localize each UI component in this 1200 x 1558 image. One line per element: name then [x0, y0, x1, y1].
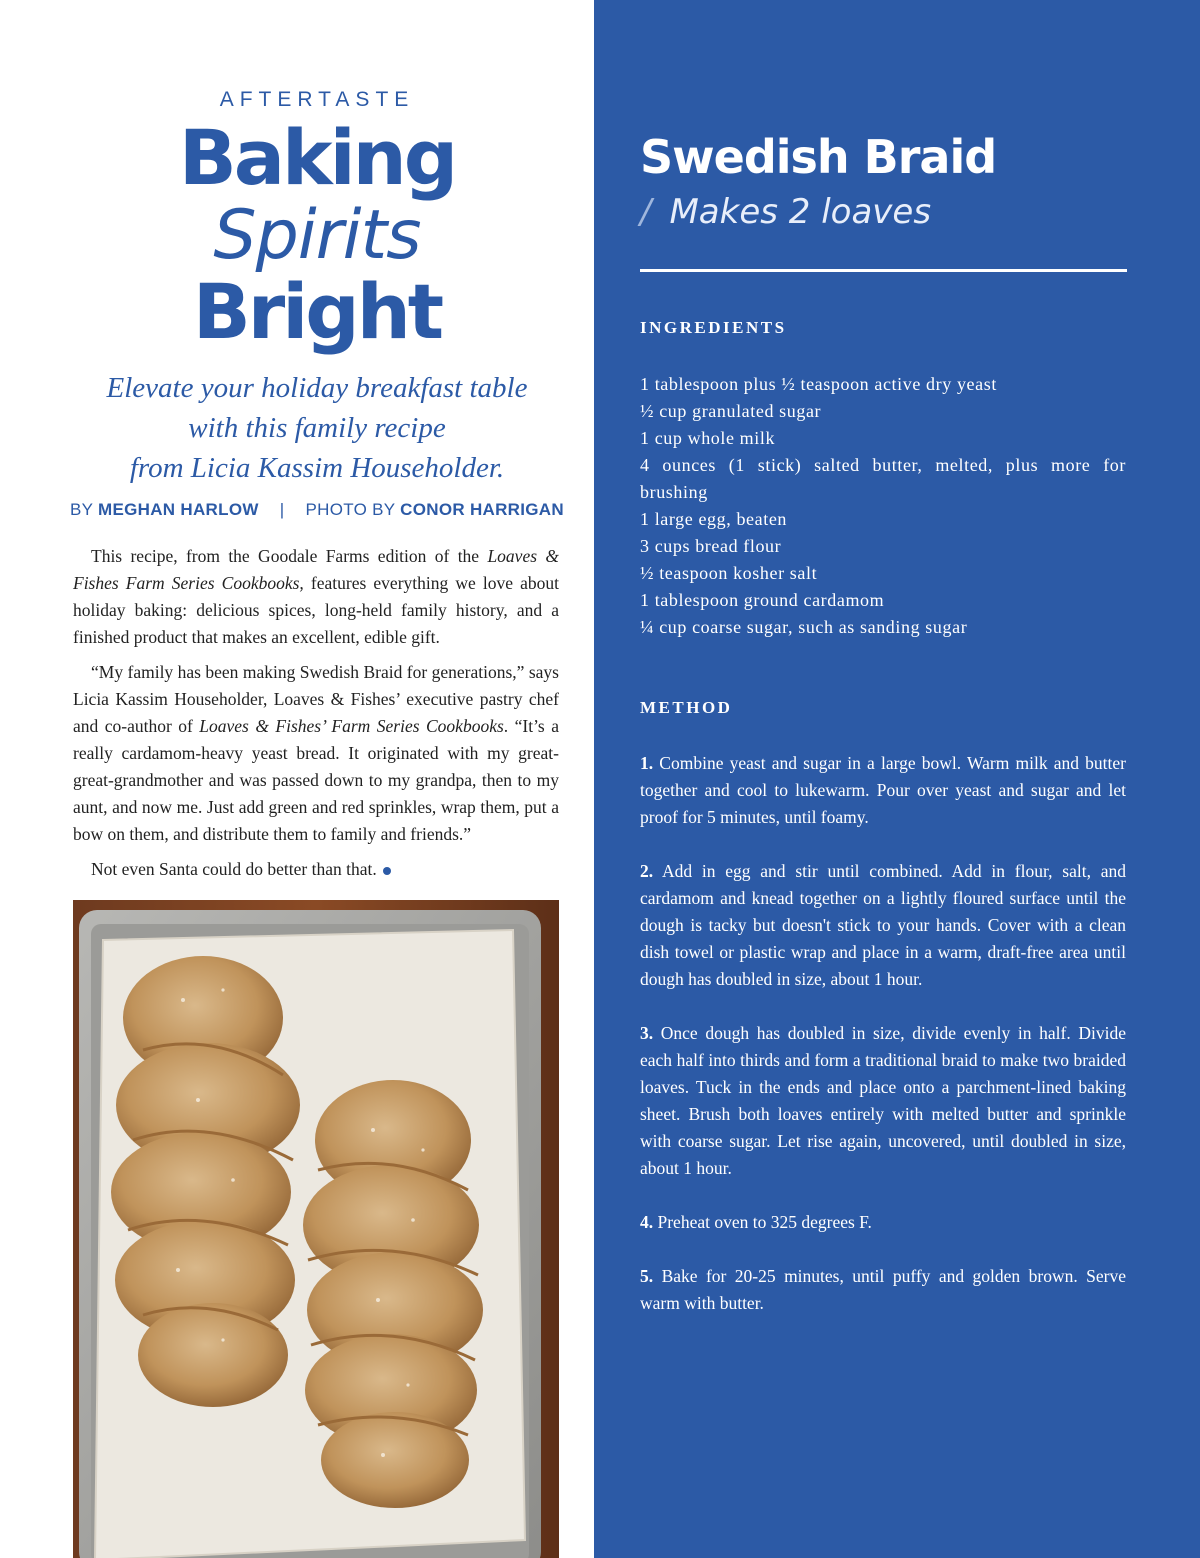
method-step — [640, 1263, 1126, 1317]
step-number: 5. — [640, 1266, 654, 1286]
ingredient-item: ¼ cup coarse sugar, such as sanding sugar — [640, 617, 968, 637]
body-text-run: “My family has been making Swedish Braid for generations,” says Licia Kassim Householder, Loaves & Fishes’ executive pastry chef and co-author of — [73, 662, 559, 736]
method-step — [640, 1209, 1126, 1236]
braided-bread-photo — [73, 900, 559, 1558]
byline-separator: | — [279, 500, 285, 519]
yield-slash: / — [640, 192, 652, 232]
step-number: 3. — [640, 1023, 654, 1043]
section-label: AFTERTASTE — [219, 88, 415, 111]
ingredient-item: 3 cups bread flour — [640, 536, 782, 556]
ingredient-item: 4 ounces (1 stick) salted butter, melted, plus more for brushing — [640, 455, 1126, 502]
yield-text: Makes 2 loaves — [669, 192, 932, 232]
book-title: Loaves & Fishes Farm Series Cookbooks, — [73, 546, 559, 593]
ingredient-item: ½ teaspoon kosher salt — [640, 563, 818, 583]
recipe-yield — [640, 192, 931, 232]
ingredient-item: 1 large egg, beaten — [640, 509, 788, 529]
method-step — [640, 750, 1126, 831]
body-paragraph — [73, 659, 559, 848]
method-step — [640, 1020, 1126, 1182]
step-text: Preheat oven to 325 degrees F. — [657, 1212, 872, 1232]
deck-line: Elevate your holiday breakfast table — [106, 372, 528, 404]
body-text-run: Not even Santa could do better than that. — [91, 859, 377, 879]
step-text: Add in egg and stir until combined. Add in flour, salt, and cardamom and knead together on a lightly floured surface until the dough is tacky but doesn't stick to your hands. Cover with a clean dish towel or plastic wrap and place in a warm, draft-free area until dough has doubled in size, about 1 hour. — [640, 861, 1126, 989]
byline-author: MEGHAN HARLOW — [98, 500, 259, 519]
step-number: 1. — [640, 753, 654, 773]
step-text: Once dough has doubled in size, divide evenly in half. Divide each half into thirds and form a traditional braid to make two braided loaves. Tuck in the ends and place onto a parchment-lined baking sheet. Brush both loaves entirely with melted butter and sprinkle with coarse sugar. Let rise again, uncovered, until doubled in size, about 1 hour. — [640, 1023, 1127, 1178]
recipe-panel — [594, 0, 1200, 1558]
title-line-2: Spirits — [213, 196, 421, 275]
title-divider — [640, 269, 1127, 272]
deck-line: with this family recipe — [188, 412, 446, 444]
step-number: 2. — [640, 861, 654, 881]
deck — [40, 368, 594, 488]
deck-line: from Licia Kassim Householder. — [129, 452, 505, 484]
body-paragraph — [73, 856, 559, 883]
byline-by: BY — [70, 500, 93, 519]
end-mark-icon — [383, 867, 391, 875]
body-text-run: . “It’s a really cardamom-heavy yeast bread. It originated with my great-great-grandmother and was passed down to my grandpa, then to my aunt, and now me. Just add green and red sprinkles, wrap them, put a bow on them, and distribute them to family and friends.” — [73, 716, 559, 844]
byline-photographer: CONOR HARRIGAN — [400, 500, 564, 519]
step-number: 4. — [640, 1212, 654, 1232]
ingredient-item: 1 tablespoon plus ½ teaspoon active dry yeast — [640, 374, 997, 394]
ingredient-item: ½ cup granulated sugar — [640, 401, 822, 421]
ingredient-list — [640, 371, 1126, 641]
body-paragraph — [73, 543, 559, 651]
byline — [40, 500, 594, 520]
title-line-3: Bright — [192, 267, 442, 356]
ingredients-heading: INGREDIENTS — [640, 318, 787, 337]
method-steps — [640, 750, 1126, 1344]
step-text: Combine yeast and sugar in a large bowl. Warm milk and butter together and cool to lukewarm. Pour over yeast and sugar and let proof for 5 minutes, until foamy. — [640, 753, 1127, 827]
method-heading: METHOD — [640, 698, 733, 717]
byline-photo-label: PHOTO BY — [305, 500, 396, 519]
step-text: Bake for 20-25 minutes, until puffy and golden brown. Serve warm with butter. — [640, 1266, 1126, 1313]
body-text-run: features everything we love about holiday baking: delicious spices, long-held family history, and a finished product that makes an excellent, edible gift. — [73, 573, 559, 647]
method-step — [640, 858, 1126, 993]
body-text-run: This recipe, from the Goodale Farms edition of the — [91, 546, 488, 566]
book-title: Loaves & Fishes’ Farm Series Cookbooks — [199, 716, 504, 736]
article-body — [73, 543, 559, 891]
ingredient-item: 1 cup whole milk — [640, 428, 776, 448]
recipe-title: Swedish Braid — [640, 130, 997, 184]
title-line-1: Baking — [178, 113, 456, 202]
article-column — [0, 0, 594, 1558]
ingredient-item: 1 tablespoon ground cardamom — [640, 590, 885, 610]
